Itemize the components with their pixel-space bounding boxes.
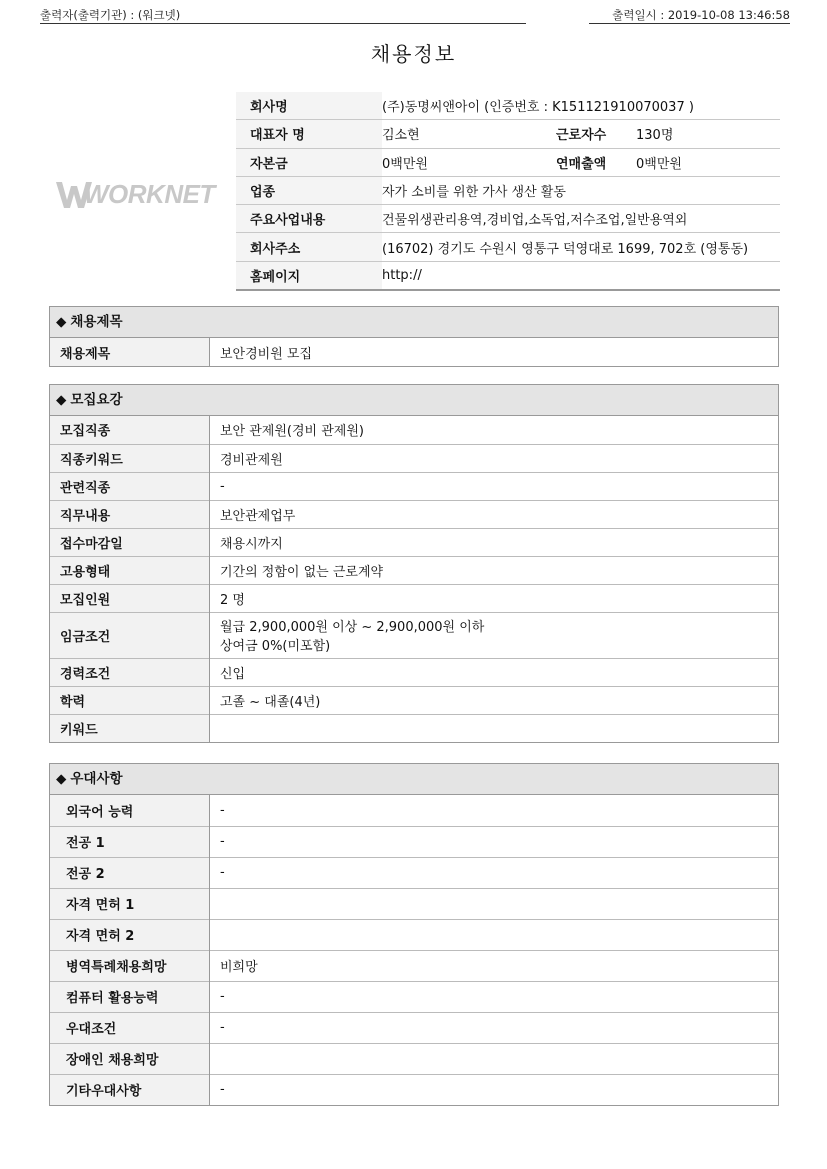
- table-row: [50, 444, 778, 472]
- table-row: [50, 528, 778, 556]
- employees-value: 130명: [636, 120, 780, 148]
- wage-line: 월급 2,900,000원 이상 ~ 2,900,000원 이하: [220, 620, 485, 635]
- header-rule: [40, 23, 526, 24]
- homepage-label: 홈페이지: [236, 261, 382, 290]
- row-label: 병역특례채용희망: [50, 950, 210, 981]
- requirements-table: [50, 416, 778, 742]
- company-row-business: [236, 205, 780, 233]
- row-value: -: [220, 802, 225, 818]
- row-value: 보안관제업무: [210, 500, 779, 528]
- diamond-icon: ◆: [56, 314, 67, 330]
- capital-label: 자본금: [236, 148, 382, 176]
- row-label: 키워드: [50, 714, 210, 742]
- preferences-section: [49, 763, 779, 1106]
- company-info-table: [236, 92, 780, 291]
- row-label: 모집직종: [50, 416, 210, 444]
- business-label: 주요사업내용: [236, 205, 382, 233]
- requirements-section: [49, 384, 779, 743]
- company-row-industry: [236, 176, 780, 204]
- company-name-label: 회사명: [236, 92, 382, 120]
- table-row: [50, 416, 778, 444]
- row-label: 컴퓨터 활용능력: [50, 981, 210, 1012]
- row-value: -: [210, 1074, 779, 1105]
- table-row: [50, 857, 778, 888]
- company-row-address: [236, 233, 780, 261]
- table-row: [50, 658, 778, 686]
- row-label: 고용형태: [50, 556, 210, 584]
- row-label: 직종키워드: [50, 444, 210, 472]
- ceo-value: 김소현: [382, 120, 556, 148]
- address-label: 회사주소: [236, 233, 382, 261]
- table-row: [50, 795, 778, 826]
- preferences-table: [50, 795, 778, 1105]
- output-datetime: 출력일시 : 2019-10-08 13:46:58: [612, 8, 790, 22]
- row-label: 우대조건: [50, 1012, 210, 1043]
- table-row: [50, 714, 778, 742]
- page-title: 채용정보: [370, 42, 457, 66]
- company-name-value: (주)동명씨앤아이 (인증번호 : K151121910070037 ): [382, 92, 780, 120]
- section-heading-text: 모집요강: [70, 392, 123, 408]
- recruit-title-table: [50, 338, 778, 366]
- row-value: 보안경비원 모집: [220, 346, 313, 362]
- output-agent: 출력자(출력기관) : (워크넷): [40, 8, 181, 22]
- row-label: 임금조건: [50, 612, 210, 658]
- ceo-label: 대표자 명: [236, 120, 382, 148]
- recruit-title-section: [49, 306, 779, 367]
- table-row: [50, 919, 778, 950]
- section-heading: [50, 307, 778, 338]
- row-value: 채용시까지: [210, 528, 779, 556]
- sales-value: 0백만원: [636, 148, 780, 176]
- worknet-logo-text: WORKNET: [84, 179, 215, 209]
- row-value: 비희망: [210, 950, 779, 981]
- row-value: -: [210, 857, 779, 888]
- employees-label: 근로자수: [556, 120, 636, 148]
- industry-label: 업종: [236, 176, 382, 204]
- table-row: [50, 888, 778, 919]
- row-value: 보안 관제원(경비 관제원): [220, 424, 364, 440]
- section-heading-text: 우대사항: [70, 771, 123, 787]
- table-row: [50, 1043, 778, 1074]
- row-value: -: [210, 981, 779, 1012]
- row-label: 기타우대사항: [50, 1074, 210, 1105]
- row-label: 외국어 능력: [50, 795, 210, 826]
- row-value: 경비관제원: [210, 444, 779, 472]
- address-value: (16702) 경기도 수원시 영통구 덕영대로 1699, 702호 (영통동): [382, 233, 780, 261]
- row-label: 경력조건: [50, 658, 210, 686]
- row-value: [210, 919, 779, 950]
- company-row-name: [236, 92, 780, 120]
- row-label: 자격 면허 1: [50, 888, 210, 919]
- row-value: 기간의 정함이 없는 근로계약: [210, 556, 779, 584]
- row-label: 모집인원: [50, 584, 210, 612]
- table-row: [50, 584, 778, 612]
- row-label: 채용제목: [50, 338, 210, 366]
- header-rule-right: [589, 23, 790, 24]
- bonus-line: 상여금 0%(미포함): [220, 639, 331, 654]
- row-value: [210, 714, 779, 742]
- table-row: [50, 1012, 778, 1043]
- row-value: -: [210, 1012, 779, 1043]
- row-label: 장애인 채용희망: [50, 1043, 210, 1074]
- row-value: [210, 612, 779, 658]
- homepage-link[interactable]: http://: [382, 261, 780, 290]
- table-row: [50, 950, 778, 981]
- row-label: 접수마감일: [50, 528, 210, 556]
- row-value: -: [210, 472, 779, 500]
- row-label: 관련직종: [50, 472, 210, 500]
- row-value: 고졸 ~ 대졸(4년): [210, 686, 779, 714]
- section-heading-text: 채용제목: [70, 314, 123, 330]
- industry-value: 자가 소비를 위한 가사 생산 활동: [382, 176, 780, 204]
- company-row-homepage: [236, 261, 780, 290]
- company-row-capital: [236, 148, 780, 176]
- row-value: 2 명: [210, 584, 779, 612]
- capital-value: 0백만원: [382, 148, 556, 176]
- worknet-logo: [54, 176, 214, 212]
- company-row-ceo: [236, 120, 780, 148]
- diamond-icon: ◆: [56, 392, 67, 408]
- section-heading: [50, 764, 778, 795]
- table-row: [50, 826, 778, 857]
- table-row: [50, 556, 778, 584]
- row-value: [210, 1043, 779, 1074]
- row-label: 전공 1: [50, 826, 210, 857]
- row-label: 전공 2: [50, 857, 210, 888]
- table-row: [50, 472, 778, 500]
- section-heading: [50, 385, 778, 416]
- table-row: [50, 981, 778, 1012]
- row-label: 직무내용: [50, 500, 210, 528]
- table-row: [50, 338, 778, 366]
- business-value: 건물위생관리용역,경비업,소독업,저수조업,일반용역외: [382, 205, 780, 233]
- table-row: [50, 1074, 778, 1105]
- row-label: 학력: [50, 686, 210, 714]
- table-row: [50, 500, 778, 528]
- table-row: [50, 686, 778, 714]
- table-row: [50, 612, 778, 658]
- row-value: [210, 888, 779, 919]
- row-label: 자격 면허 2: [50, 919, 210, 950]
- diamond-icon: ◆: [56, 771, 67, 787]
- sales-label: 연매출액: [556, 148, 636, 176]
- row-value: -: [210, 826, 779, 857]
- row-value: 신입: [210, 658, 779, 686]
